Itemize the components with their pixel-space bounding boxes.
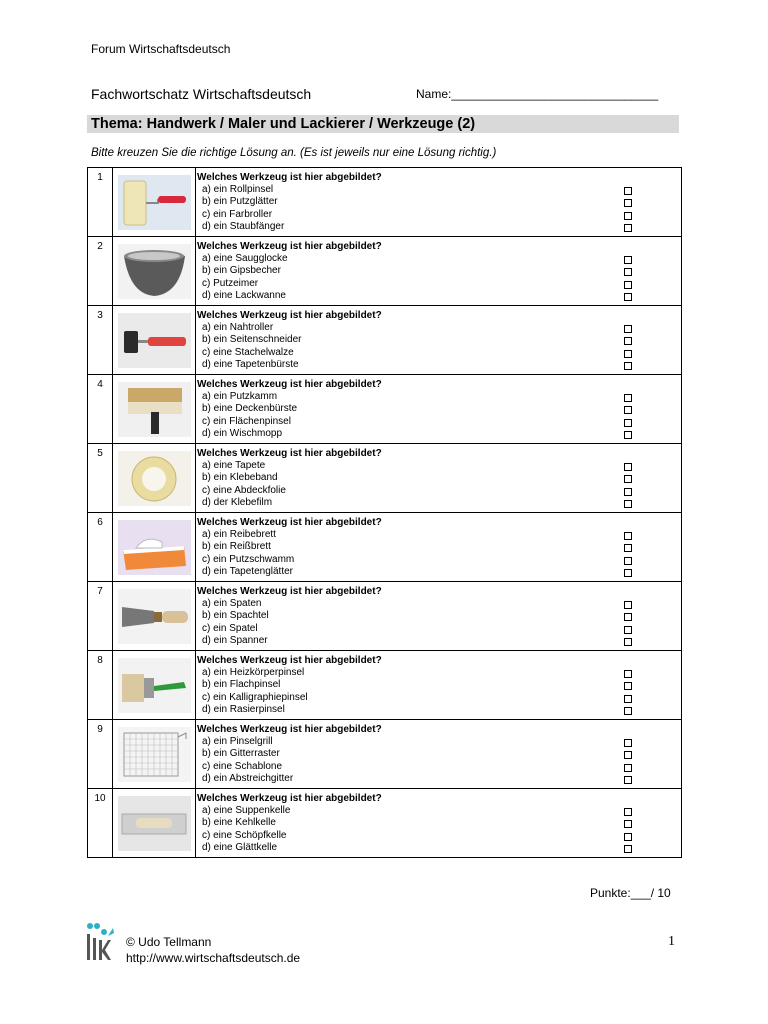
- putty-knife-image: [118, 589, 191, 644]
- answer-label: c) eine Abdeckfolie: [202, 484, 286, 496]
- answer-option: [196, 830, 681, 842]
- question-number: 8: [88, 651, 113, 720]
- answer-option: [196, 692, 681, 704]
- question-number: 5: [88, 444, 113, 513]
- question-row: [88, 237, 682, 306]
- answer-checkbox[interactable]: [624, 350, 632, 358]
- answer-option: [196, 667, 681, 679]
- answer-label: d) ein Spanner: [202, 634, 268, 646]
- question-content: [196, 513, 682, 582]
- answer-label: b) ein Putzglätter: [202, 196, 278, 208]
- answer-label: a) ein Reibebrett: [202, 529, 276, 540]
- answer-checkbox[interactable]: [624, 764, 632, 772]
- answer-label: c) eine Schablone: [202, 760, 283, 772]
- answer-label: a) ein Heizkörperpinsel: [202, 667, 305, 678]
- answer-label: c) eine Stachelwalze: [202, 346, 294, 358]
- answer-option: [196, 290, 681, 302]
- answer-checkbox[interactable]: [624, 463, 632, 471]
- answer-checkbox[interactable]: [624, 845, 632, 853]
- publisher-header: Forum Wirtschaftsdeutsch: [91, 42, 231, 56]
- question-row: [88, 306, 682, 375]
- answer-label: d) ein Staubfänger: [202, 220, 285, 232]
- answer-option: [196, 773, 681, 785]
- answer-option: [196, 416, 681, 428]
- paint-roller-image: [118, 175, 191, 230]
- question-number: 10: [88, 789, 113, 858]
- question-row: [88, 651, 682, 720]
- answer-label: a) ein Pinselgrill: [202, 736, 273, 747]
- answer-checkbox[interactable]: [624, 682, 632, 690]
- answer-option: [196, 428, 681, 440]
- answer-label: b) eine Deckenbürste: [202, 403, 298, 415]
- answer-option: [196, 748, 681, 760]
- question-row: [88, 168, 682, 237]
- question-text: Welches Werkzeug ist hier abgebildet?: [197, 241, 382, 252]
- question-text: Welches Werkzeug ist hier abgebildet?: [197, 448, 382, 459]
- answer-label: c) Putzeimer: [202, 277, 259, 289]
- answer-checkbox[interactable]: [624, 281, 632, 289]
- answer-option: [196, 635, 681, 647]
- question-number: 9: [88, 720, 113, 789]
- answer-option: [196, 347, 681, 359]
- answer-option: [196, 221, 681, 233]
- answer-label: c) ein Kalligraphiepinsel: [202, 691, 308, 703]
- tool-picture-cell: [113, 582, 196, 651]
- answer-label: b) ein Reißbrett: [202, 541, 271, 553]
- question-text: Welches Werkzeug ist hier abgebildet?: [197, 172, 382, 183]
- answer-checkbox[interactable]: [624, 626, 632, 634]
- answer-label: a) ein Rollpinsel: [202, 184, 274, 195]
- answer-label: b) ein Seitenschneider: [202, 334, 302, 346]
- answer-label: b) eine Kehlkelle: [202, 817, 276, 829]
- question-text: Welches Werkzeug ist hier abgebildet?: [197, 586, 382, 597]
- answer-label: c) ein Spatel: [202, 622, 258, 634]
- question-number: 2: [88, 237, 113, 306]
- answer-checkbox[interactable]: [624, 751, 632, 759]
- answer-label: a) ein Nahtroller: [202, 322, 274, 333]
- question-content: [196, 306, 682, 375]
- answer-checkbox[interactable]: [624, 638, 632, 646]
- tool-picture-cell: [113, 651, 196, 720]
- question-text: Welches Werkzeug ist hier abgebildet?: [197, 310, 382, 321]
- answer-option: [196, 610, 681, 622]
- answer-checkbox[interactable]: [624, 613, 632, 621]
- answer-checkbox[interactable]: [624, 406, 632, 414]
- question-number: 3: [88, 306, 113, 375]
- tool-picture-cell: [113, 237, 196, 306]
- question-content: [196, 444, 682, 513]
- answer-label: a) eine Suppenkelle: [202, 805, 291, 816]
- answer-label: c) ein Farbroller: [202, 208, 273, 220]
- answer-label: d) eine Tapetenbürste: [202, 358, 299, 370]
- answer-option: [196, 265, 681, 277]
- answer-label: d) der Klebefilm: [202, 496, 273, 508]
- instruction-text: Bitte kreuzen Sie die richtige Lösung an. (Es ist jeweils nur eine Lösung richtig.): [91, 147, 497, 159]
- answer-option: [196, 679, 681, 691]
- document-title: Fachwortschatz Wirtschaftsdeutsch: [91, 86, 312, 102]
- question-row: [88, 789, 682, 858]
- question-content: [196, 789, 682, 858]
- question-row: [88, 513, 682, 582]
- answer-option: [196, 403, 681, 415]
- answer-label: d) ein Tapetenglätter: [202, 565, 293, 577]
- answer-option: [196, 736, 681, 748]
- answer-option: [196, 817, 681, 829]
- answer-label: d) eine Lackwanne: [202, 289, 286, 301]
- answer-label: a) eine Saugglocke: [202, 253, 288, 264]
- answer-checkbox[interactable]: [624, 212, 632, 220]
- question-row: [88, 375, 682, 444]
- answer-label: a) ein Spaten: [202, 598, 262, 609]
- answer-option: [196, 497, 681, 509]
- answer-label: b) ein Gipsbecher: [202, 265, 281, 277]
- question-text: Welches Werkzeug ist hier abgebildet?: [197, 379, 382, 390]
- answer-label: c) ein Flächenpinsel: [202, 415, 291, 427]
- tool-picture-cell: [113, 720, 196, 789]
- answer-option: [196, 359, 681, 371]
- answer-checkbox[interactable]: [624, 707, 632, 715]
- tool-picture-cell: [113, 789, 196, 858]
- answer-label: d) ein Abstreichgitter: [202, 772, 294, 784]
- answer-label: d) ein Rasierpinsel: [202, 703, 285, 715]
- answer-checkbox[interactable]: [624, 224, 632, 232]
- quiz-table: [87, 167, 682, 858]
- question-number: 4: [88, 375, 113, 444]
- float-trowel-image: [118, 520, 191, 575]
- answer-option: [196, 623, 681, 635]
- answer-checkbox[interactable]: [624, 488, 632, 496]
- question-number: 6: [88, 513, 113, 582]
- answer-option: [196, 805, 681, 817]
- answer-checkbox[interactable]: [624, 557, 632, 565]
- answer-option: [196, 196, 681, 208]
- name-field[interactable]: Name:_______________________________: [416, 87, 659, 101]
- logo-icon: [86, 922, 116, 962]
- question-content: [196, 720, 682, 789]
- theme-bar: [87, 115, 679, 133]
- answer-checkbox[interactable]: [624, 394, 632, 402]
- masking-tape-image: [118, 451, 191, 506]
- paint-grid-image: [118, 727, 191, 782]
- question-content: [196, 651, 682, 720]
- question-content: [196, 375, 682, 444]
- answer-label: d) eine Glättkelle: [202, 841, 278, 853]
- answer-label: c) eine Schöpfkelle: [202, 829, 287, 841]
- tool-picture-cell: [113, 513, 196, 582]
- website-link[interactable]: http://www.wirtschaftsdeutsch.de: [126, 951, 301, 965]
- answer-label: b) ein Flachpinsel: [202, 679, 281, 691]
- tool-picture-cell: [113, 306, 196, 375]
- answer-option: [196, 761, 681, 773]
- answer-checkbox[interactable]: [624, 670, 632, 678]
- question-row: [88, 582, 682, 651]
- smoothing-trowel-image: [118, 796, 191, 851]
- answer-option: [196, 209, 681, 221]
- mixing-bowl-image: [118, 244, 191, 299]
- answer-option: [196, 529, 681, 541]
- question-number: 1: [88, 168, 113, 237]
- answer-checkbox[interactable]: [624, 431, 632, 439]
- answer-label: c) ein Putzschwamm: [202, 553, 295, 565]
- answer-option: [196, 460, 681, 472]
- answer-option: [196, 566, 681, 578]
- answer-option: [196, 472, 681, 484]
- answer-checkbox[interactable]: [624, 820, 632, 828]
- question-row: [88, 444, 682, 513]
- answer-checkbox[interactable]: [624, 268, 632, 276]
- question-content: [196, 237, 682, 306]
- answer-checkbox[interactable]: [624, 256, 632, 264]
- tool-picture-cell: [113, 444, 196, 513]
- question-content: [196, 582, 682, 651]
- answer-checkbox[interactable]: [624, 739, 632, 747]
- tool-picture-cell: [113, 168, 196, 237]
- score-field: Punkte:___/ 10: [590, 886, 671, 900]
- answer-label: a) ein Putzkamm: [202, 391, 278, 402]
- tool-picture-cell: [113, 375, 196, 444]
- answer-checkbox[interactable]: [624, 293, 632, 301]
- ceiling-brush-image: [118, 382, 191, 437]
- answer-checkbox[interactable]: [624, 776, 632, 784]
- question-number: 7: [88, 582, 113, 651]
- answer-checkbox[interactable]: [624, 695, 632, 703]
- answer-option: [196, 391, 681, 403]
- answer-option: [196, 554, 681, 566]
- question-text: Welches Werkzeug ist hier abgebildet?: [197, 655, 382, 666]
- answer-option: [196, 334, 681, 346]
- answer-label: b) ein Spachtel: [202, 610, 269, 622]
- answer-checkbox[interactable]: [624, 337, 632, 345]
- question-content: [196, 168, 682, 237]
- answer-checkbox[interactable]: [624, 569, 632, 577]
- question-text: Welches Werkzeug ist hier abgebildet?: [197, 793, 382, 804]
- answer-checkbox[interactable]: [624, 601, 632, 609]
- answer-option: [196, 541, 681, 553]
- answer-checkbox[interactable]: [624, 419, 632, 427]
- page-number: 1: [668, 934, 675, 949]
- answer-label: b) ein Klebeband: [202, 472, 278, 484]
- answer-option: [196, 842, 681, 854]
- answer-option: [196, 598, 681, 610]
- answer-option: [196, 184, 681, 196]
- answer-checkbox[interactable]: [624, 325, 632, 333]
- answer-checkbox[interactable]: [624, 187, 632, 195]
- spiked-roller-image: [118, 313, 191, 368]
- answer-option: [196, 704, 681, 716]
- answer-option: [196, 322, 681, 334]
- answer-checkbox[interactable]: [624, 362, 632, 370]
- answer-checkbox[interactable]: [624, 500, 632, 508]
- radiator-brush-image: [118, 658, 191, 713]
- answer-label: b) ein Gitterraster: [202, 748, 280, 760]
- answer-option: [196, 278, 681, 290]
- copyright-text: © Udo Tellmann: [126, 935, 212, 949]
- answer-checkbox[interactable]: [624, 544, 632, 552]
- question-text: Welches Werkzeug ist hier abgebildet?: [197, 517, 382, 528]
- answer-checkbox[interactable]: [624, 475, 632, 483]
- answer-option: [196, 253, 681, 265]
- answer-label: d) ein Wischmopp: [202, 427, 283, 439]
- question-row: [88, 720, 682, 789]
- answer-checkbox[interactable]: [624, 532, 632, 540]
- theme-title: Thema: Handwerk / Maler und Lackierer / Werkzeuge (2): [91, 116, 476, 132]
- answer-checkbox[interactable]: [624, 808, 632, 816]
- answer-option: [196, 485, 681, 497]
- answer-label: a) eine Tapete: [202, 460, 266, 471]
- answer-checkbox[interactable]: [624, 833, 632, 841]
- answer-checkbox[interactable]: [624, 199, 632, 207]
- question-text: Welches Werkzeug ist hier abgebildet?: [197, 724, 382, 735]
